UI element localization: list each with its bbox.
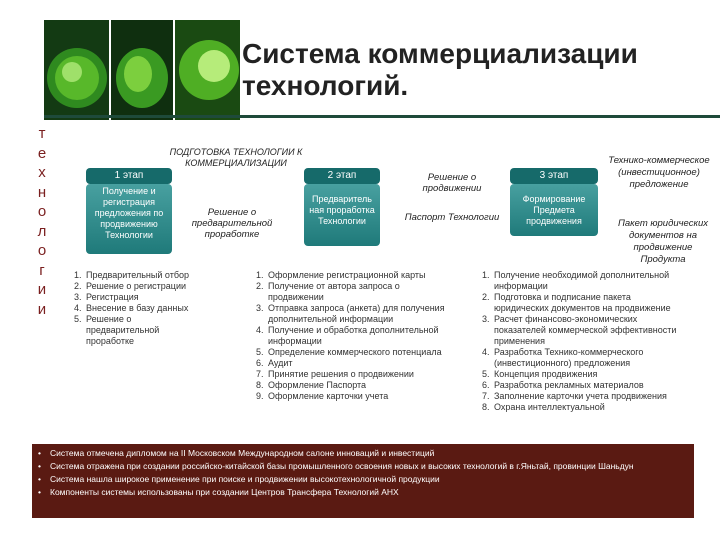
- title-line-1: Система коммерциализации: [242, 38, 638, 69]
- list-item: 1. Предварительный отбор: [74, 270, 189, 280]
- list-item: 4. Получение и обработка дополнительной информации: [256, 325, 439, 346]
- bullet-item: • Система нашла широкое применение при поиске и продвижении высокотехнологичной продукции: [38, 474, 440, 484]
- vertical-letter: х: [38, 164, 46, 181]
- list-item: 8. Оформление Паспорта: [256, 380, 367, 390]
- vertical-letter: г: [39, 261, 45, 279]
- list-item: 1. Оформление регистрационной карты: [256, 270, 426, 280]
- vertical-letter: л: [37, 222, 47, 240]
- vertical-letter: и: [37, 281, 47, 298]
- legal-package: Пакет юридических документов на продвижение Продукта: [618, 218, 708, 265]
- decision-promo: Решение о продвижении: [422, 172, 482, 194]
- list-item: 6. Разработка рекламных материалов: [482, 380, 644, 390]
- list-item: 1. Получение необходимой дополнительной информации: [482, 270, 670, 291]
- vertical-letter: н: [37, 183, 47, 201]
- bullet-item: • Система отражена при создании российско-китайской базы промышленного освоения новых и высоких технологий в г.Яньтай, провинции Шаньдун: [38, 461, 634, 471]
- page-title: [242, 38, 720, 102]
- stage1-label: 1 этап: [114, 170, 144, 181]
- vertical-letter: и: [37, 300, 47, 318]
- leaf-image: [44, 20, 240, 120]
- list-item: 7. Заполнение карточки учета продвижения: [482, 391, 667, 401]
- list-item: 4. Внесение в базу данных: [74, 303, 189, 313]
- leaf-photo: [44, 20, 240, 120]
- stage1-text: Получение и регистрация предложения по продвижению Технологии: [94, 186, 164, 240]
- list-item: 2. Получение от автора запроса о продвижении: [256, 281, 400, 302]
- header-divider: [44, 115, 720, 118]
- stage3-text: Формирование Предмета продвижения: [522, 194, 586, 226]
- decision-prelim: Решение о предварительной проработке: [191, 207, 273, 240]
- stage3-list: [482, 270, 688, 413]
- stage3-box: [510, 184, 598, 236]
- list-item: 4. Разработка Технико-коммерческого (инвестиционного) предложения: [482, 347, 644, 368]
- list-item: 6. Аудит: [256, 358, 293, 368]
- list-item: 2. Решение о регистрации: [74, 281, 187, 291]
- vertical-letter: т: [38, 125, 46, 142]
- stage2-label: 2 этап: [327, 170, 357, 181]
- vertical-word: [34, 124, 50, 319]
- list-item: 8. Охрана интеллектуальной: [482, 402, 605, 412]
- header: [0, 0, 720, 118]
- list-item: 3. Расчет финансово-экономических показателей коммерческой эффективности применения: [482, 314, 677, 346]
- tech-commercial: Технико-коммерческое (инвестиционное) предложение: [608, 155, 710, 190]
- stage1-list: [74, 270, 224, 347]
- list-item: 5. Определение коммерческого потенциала: [256, 347, 442, 357]
- list-item: 7. Принятие решения о продвижении: [256, 369, 414, 379]
- vertical-letter: о: [37, 242, 47, 259]
- bullet-item: • Компоненты системы использованы при создании Центров Трансфера Технологий АНХ: [38, 487, 399, 497]
- title-line-2: технологий.: [242, 70, 409, 101]
- bullet-item: • Система отмечена дипломом на II Московском Международном салоне инноваций и инвестиций: [38, 448, 435, 458]
- list-item: 5. Решение о предварительной проработке: [74, 314, 160, 346]
- list-item: 9. Оформление карточки учета: [256, 391, 389, 401]
- list-item: 3. Регистрация: [74, 292, 139, 302]
- list-item: 5. Концепция продвижения: [482, 369, 598, 379]
- vertical-letter: е: [37, 144, 47, 162]
- passport: Паспорт Технологии: [404, 212, 500, 223]
- vertical-letter: о: [37, 203, 47, 220]
- stage2-box: [304, 184, 380, 246]
- prep-heading: ПОДГОТОВКА ТЕХНОЛОГИИ К КОММЕРЦИАЛИЗАЦИИ: [169, 147, 303, 168]
- stage1-box: [86, 184, 172, 254]
- list-item: 2. Подготовка и подписание пакета юридических документов на продвижение: [482, 292, 671, 313]
- stage2-list: [256, 270, 456, 402]
- list-item: 3. Отправка запроса (анкета) для получения дополнительной информации: [256, 303, 445, 324]
- stage2-text: Предваритель ная проработка Технологии: [309, 194, 375, 226]
- stage3-label: 3 этап: [539, 170, 569, 181]
- achievements-panel: [32, 444, 694, 518]
